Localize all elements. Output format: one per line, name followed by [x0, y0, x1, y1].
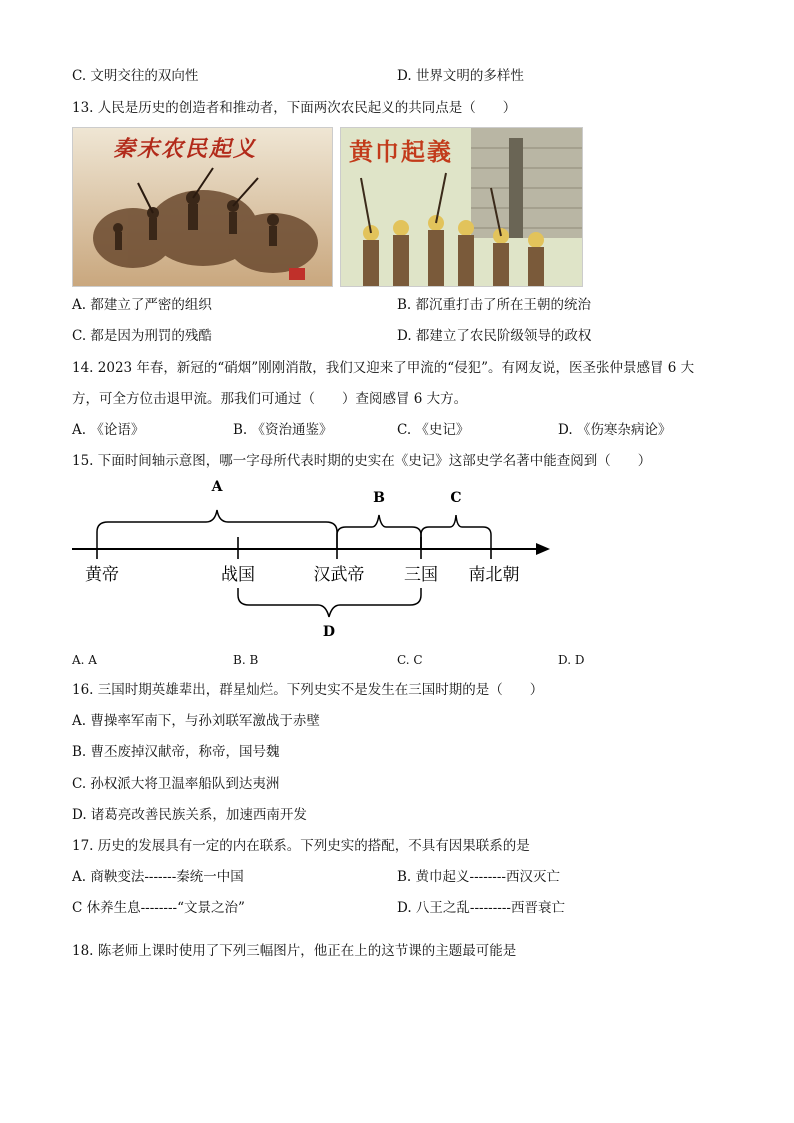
- label-hanwudi: 汉武帝: [313, 565, 365, 585]
- label-nanbeichao: 南北朝: [468, 565, 520, 585]
- q16-option-b: B. 曹丕废掉汉献帝，称帝，国号魏: [72, 744, 280, 760]
- q16-option-c: C. 孙权派大将卫温率船队到达夷洲: [72, 776, 280, 792]
- brace-b: [337, 515, 421, 549]
- yellow-turban-title: 黄巾起義: [349, 138, 453, 166]
- q14-stem-line1: 14. 2023 年春，新冠的“硝烟”刚刚消散，我们又迎来了甲流的“侵犯”。有网友说，医圣张仲景感冒 6 大: [72, 360, 695, 376]
- q12-option-d: D. 世界文明的多样性: [397, 68, 524, 84]
- brace-d-label: D: [322, 624, 336, 640]
- q16-option-d: D. 诸葛亮改善民族关系，加速西南开发: [72, 807, 307, 823]
- qin-uprising-image: [72, 127, 333, 287]
- q15-option-c: C. C: [397, 653, 423, 667]
- q18-stem: 18. 陈老师上课时使用了下列三幅图片，他正在上的这节课的主题最可能是: [72, 943, 517, 959]
- q16-stem: 16. 三国时期英雄辈出，群星灿烂。下列史实不是发生在三国时期的是（ ）: [72, 682, 544, 698]
- q17-option-b: B. 黄巾起义--------西汉灭亡: [397, 869, 560, 885]
- q14-option-c: C. 《史记》: [397, 422, 470, 438]
- qin-uprising-title: 秦末农民起义: [113, 137, 258, 162]
- label-zhanguo: 战国: [221, 565, 255, 585]
- brace-c-label: C: [450, 490, 462, 506]
- q13-stem: 13. 人民是历史的创造者和推动者，下面两次农民起义的共同点是（ ）: [72, 100, 517, 116]
- q17-stem: 17. 历史的发展具有一定的内在联系。下列史实的搭配，不具有因果联系的是: [72, 838, 530, 854]
- q13-option-c: C. 都是因为刑罚的残酷: [72, 328, 212, 344]
- brace-b-label: B: [373, 490, 385, 506]
- q14-stem-line2: 方，可全方位击退甲流。那我们可通过（ ）查阅感冒 6 大方。: [72, 391, 468, 407]
- q14-option-a: A. 《论语》: [72, 422, 145, 438]
- brace-a-label: A: [211, 479, 223, 495]
- q17-option-d: D. 八王之乱---------西晋衰亡: [397, 900, 565, 916]
- q16-option-a: A. 曹操率军南下，与孙刘联军激战于赤壁: [72, 713, 320, 729]
- q15-stem: 15. 下面时间轴示意图，哪一字母所代表时期的史实在《史记》这部史学名著中能查阅到（ ）: [72, 453, 652, 469]
- q12-option-c: C. 文明交往的双向性: [72, 68, 199, 84]
- label-huangdi: 黄帝: [85, 565, 119, 585]
- label-sanguo: 三国: [404, 565, 438, 585]
- brace-a: [97, 510, 337, 549]
- q17-option-a: A. 商鞅变法-------秦统一中国: [72, 869, 244, 885]
- q13-option-a: A. 都建立了严密的组织: [72, 297, 212, 313]
- q15-option-a: A. A: [72, 653, 97, 667]
- q15-option-d: D. D: [558, 653, 585, 667]
- q13-option-b: B. 都沉重打击了所在王朝的统治: [397, 297, 592, 313]
- q15-timeline-diagram: [60, 470, 560, 645]
- q17-option-c: C 休养生息--------“文景之治”: [72, 900, 245, 916]
- brace-d: [238, 588, 421, 617]
- q14-option-b: B. 《资治通鉴》: [233, 422, 333, 438]
- yellow-turban-image: [340, 127, 583, 287]
- q14-option-d: D. 《伤寒杂病论》: [558, 422, 672, 438]
- q13-option-d: D. 都建立了农民阶级领导的政权: [397, 328, 592, 344]
- timeline-arrow: [536, 543, 550, 555]
- q15-option-b: B. B: [233, 653, 259, 667]
- brace-c: [421, 515, 491, 549]
